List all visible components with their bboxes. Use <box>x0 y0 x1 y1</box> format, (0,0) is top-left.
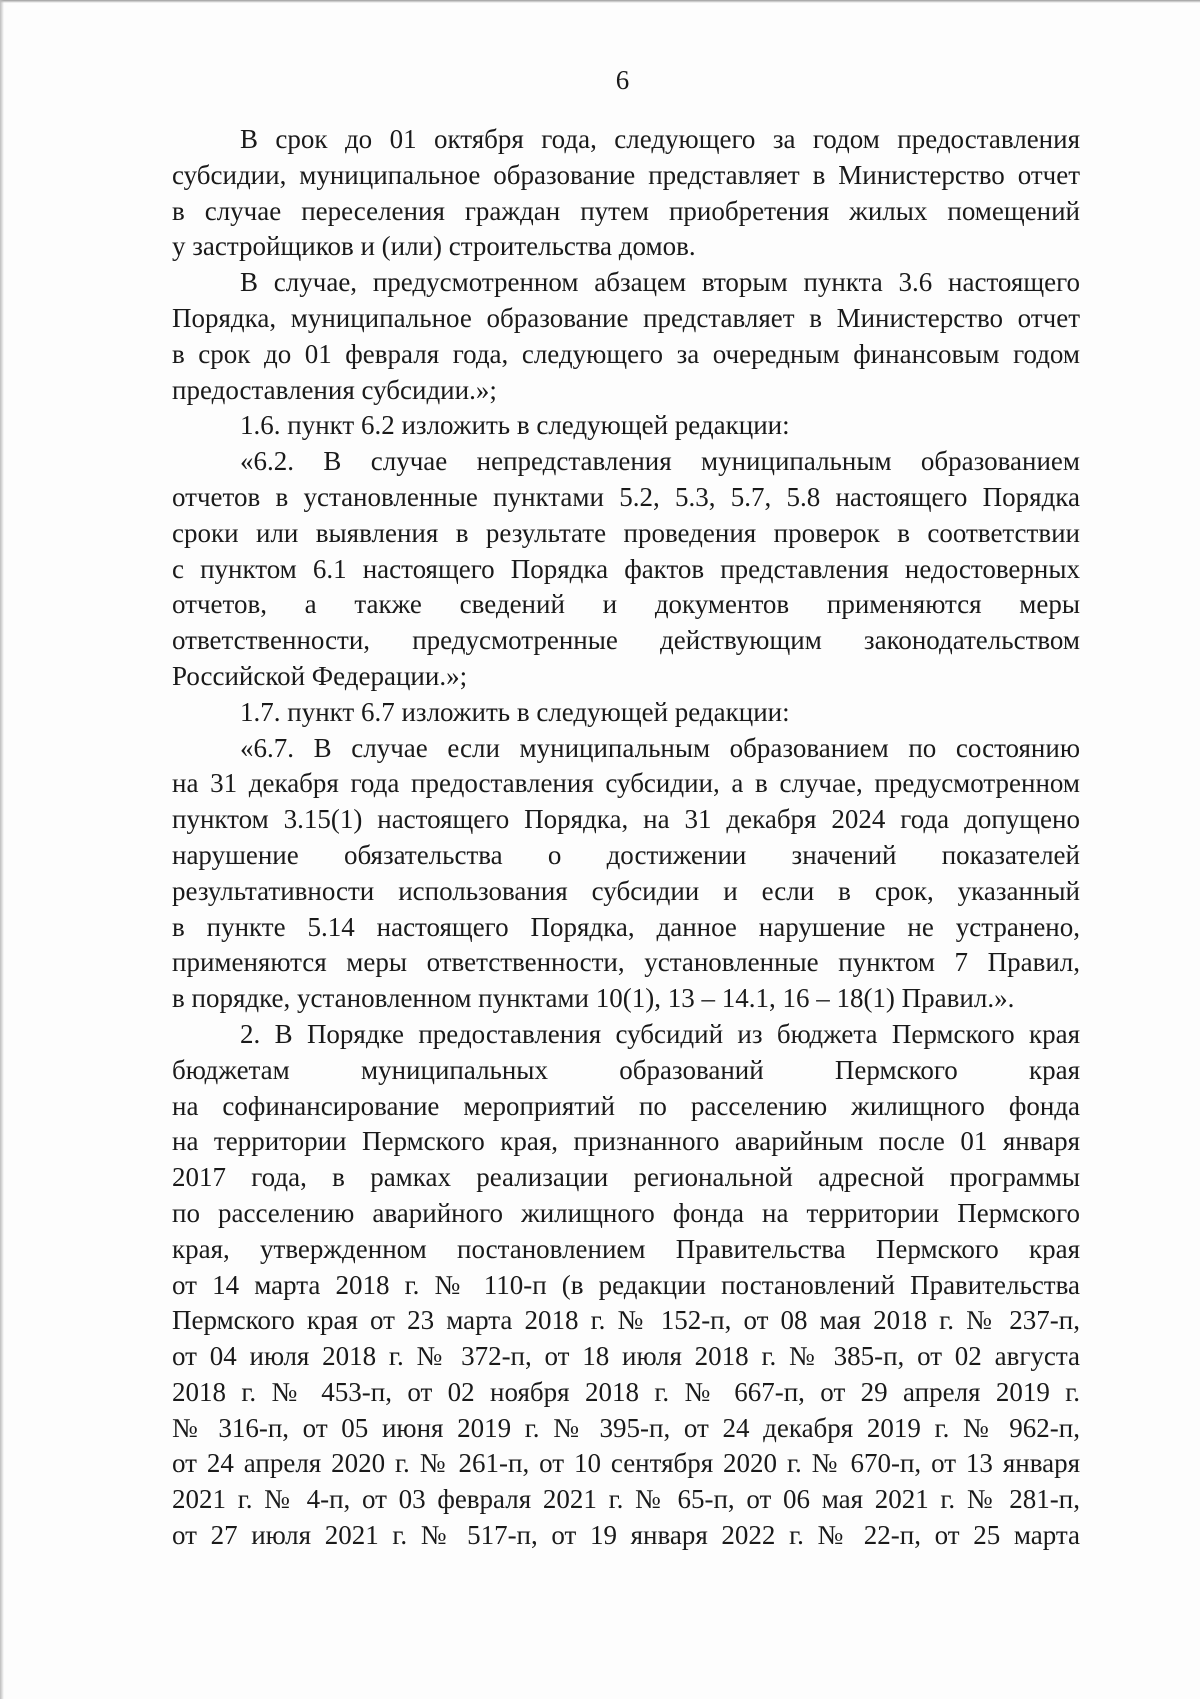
scan-left-edge <box>0 0 4 1699</box>
text-line: № 316-п, от 05 июня 2019 г. № 395-п, от 24 декабря 2019 г. № 962-п, <box>172 1412 1080 1443</box>
text-line: от 14 марта 2018 г. № 110-п (в редакции постановлений Правительства <box>172 1269 1080 1300</box>
text-line: ответственности, предусмотренные действующим законодательством <box>172 625 1080 656</box>
text-line: отчетов, а также сведений и документов применяются меры <box>172 589 1080 620</box>
text-line: В срок до 01 октября года, следующего за годом предоставления <box>240 124 1080 154</box>
paragraph-item-2 <box>172 1017 1080 1554</box>
document-body <box>172 122 1080 1554</box>
text-line: В случае, предусмотренном абзацем вторым пункта 3.6 настоящего <box>240 267 1080 298</box>
paragraph-item-1-6 <box>172 408 1080 444</box>
text-line: результативности использования субсидии и если в срок, указанный <box>172 875 1080 906</box>
text-line: в срок до 01 февраля года, следующего за очередным финансовым годом <box>172 338 1080 369</box>
text-line: в порядке, установленном пунктами 10(1), 13 – 14.1, 16 – 18(1) Правил.». <box>172 983 1015 1014</box>
text-line: от 24 апреля 2020 г. № 261-п, от 10 сентября 2020 г. № 670-п, от 13 января <box>172 1448 1080 1479</box>
text-line: Российской Федерации.»; <box>172 660 468 691</box>
paragraph-report-deadline <box>172 122 1080 265</box>
scan-top-edge <box>0 0 1200 3</box>
text-line: сроки или выявления в результате проведения проверок в соответствии <box>172 517 1080 548</box>
text-line: 2021 г. № 4-п, от 03 февраля 2021 г. № 65-п, от 06 мая 2021 г. № 281-п, <box>172 1484 1080 1515</box>
text-line: Порядка, муниципальное образование представляет в Министерство отчет <box>172 302 1080 333</box>
text-line: субсидии, муниципальное образование представляет в Министерство отчет <box>172 159 1080 190</box>
text-line: Пермского края от 23 марта 2018 г. № 152-п, от 08 мая 2018 г. № 237-п, <box>172 1305 1080 1336</box>
paragraph-clause-6-7 <box>172 731 1080 1017</box>
text-line: 1.6. пункт 6.2 изложить в следующей редакции: <box>240 410 790 441</box>
text-line: 2017 года, в рамках реализации региональной адресной программы <box>172 1162 1080 1193</box>
text-line: на территории Пермского края, признанного аварийным после 01 января <box>172 1126 1080 1157</box>
text-line: 1.7. пункт 6.7 изложить в следующей редакции: <box>240 696 790 727</box>
text-line: применяются меры ответственности, установленные пунктом 7 Правил, <box>172 947 1080 978</box>
text-line: 2. В Порядке предоставления субсидий из бюджета Пермского края <box>240 1018 1080 1049</box>
text-line: в пункте 5.14 настоящего Порядка, данное нарушение не устранено, <box>172 911 1080 942</box>
text-line: от 27 июля 2021 г. № 517-п, от 19 января 2022 г. № 22-п, от 25 марта <box>172 1520 1080 1551</box>
text-line: «6.7. В случае если муниципальным образованием по состоянию <box>240 732 1080 763</box>
text-line: «6.2. В случае непредставления муниципальным образованием <box>240 446 1080 477</box>
text-line: по расселению аварийного жилищного фонда на территории Пермского <box>172 1197 1080 1228</box>
page-number: 6 <box>615 65 630 95</box>
text-line: 2018 г. № 453-п, от 02 ноября 2018 г. № 667-п, от 29 апреля 2019 г. <box>172 1376 1080 1407</box>
text-line: нарушение обязательства о достижении значений показателей <box>172 839 1080 870</box>
text-line: в случае переселения граждан путем приобретения жилых помещений <box>172 195 1080 226</box>
text-line: на 31 декабря года предоставления субсидии, а в случае, предусмотренном <box>172 768 1080 799</box>
text-line: на софинансирование мероприятий по расселению жилищного фонда <box>172 1090 1080 1121</box>
text-line: бюджетам муниципальных образований Пермского края <box>172 1054 1080 1085</box>
text-line: края, утвержденном постановлением Правительства Пермского края <box>172 1233 1080 1264</box>
text-line: от 04 июля 2018 г. № 372-п, от 18 июля 2018 г. № 385-п, от 02 августа <box>172 1341 1080 1372</box>
text-line: предоставления субсидии.»; <box>172 374 497 405</box>
paragraph-clause-6-2 <box>172 444 1080 695</box>
text-line: пунктом 3.15(1) настоящего Порядка, на 31 декабря 2024 года допущено <box>172 804 1080 835</box>
text-line: с пунктом 6.1 настоящего Порядка фактов представления недостоверных <box>172 553 1080 584</box>
text-line: отчетов в установленные пунктами 5.2, 5.3, 5.7, 5.8 настоящего Порядка <box>172 481 1080 512</box>
paragraph-special-case <box>172 265 1080 408</box>
text-line: у застройщиков и (или) строительства домов. <box>172 231 696 262</box>
paragraph-item-1-7 <box>172 695 1080 731</box>
